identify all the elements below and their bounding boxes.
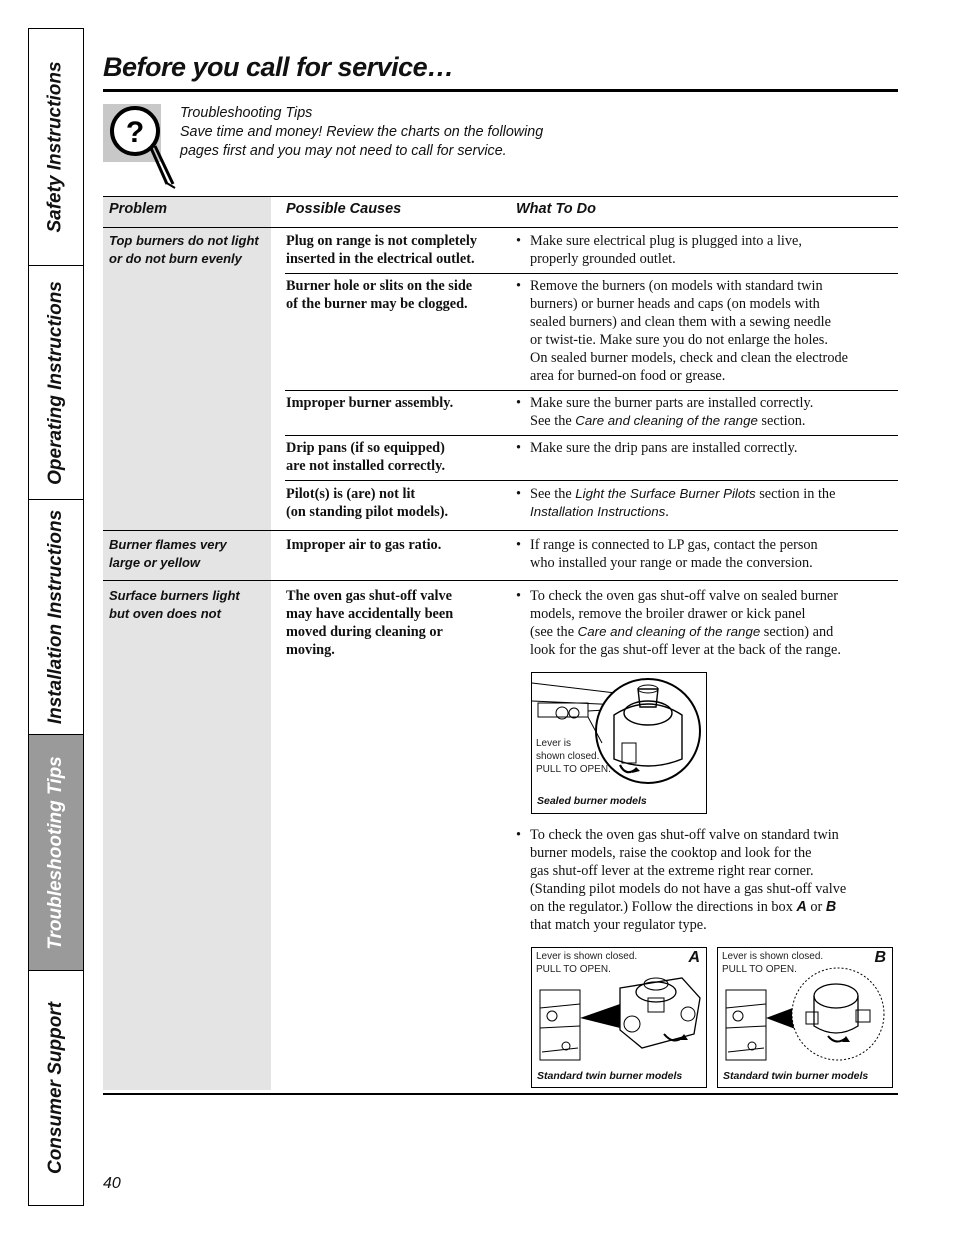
problem-line: or do not burn evenly [109,251,242,266]
tab-installation-instructions[interactable] [29,500,83,735]
cause-line: (on standing pilot models). [286,504,449,520]
figure-caption: Standard twin burner models [537,1070,683,1082]
todo-line [530,623,896,641]
todo-line: burners) or burner heads and caps (on models with [530,296,820,312]
todo-line: Make sure the burner parts are installed correctly. [530,395,814,411]
todo-text: (see the [530,624,578,640]
cause-line: Plug on range is not completely [286,233,478,249]
todo-text: section. [757,413,806,429]
header-possible-causes: Possible Causes [286,201,402,217]
section-reference: Installation Instructions [530,504,666,519]
group-rule [103,580,898,581]
tab-label: Consumer Support [45,1001,66,1175]
cause-cell [286,394,502,412]
row-rule [285,435,898,436]
tab-label: Troubleshooting Tips [45,755,66,950]
tab-operating-instructions[interactable] [29,266,83,500]
tab-label: Installation Instructions [45,509,66,725]
note-line: Lever is [536,738,572,749]
cause-cell [286,536,502,554]
todo-text: See the [530,413,576,429]
todo-text: on the regulator.) Follow the directions in box [530,899,797,915]
cause-cell [286,439,502,475]
todo-line: area for burned-on food or grease. [530,368,726,384]
box-label-a: A [688,949,700,966]
todo-cell: • If range is connected to LP gas, contact the person who installed your range or made the conversion. [516,536,896,572]
box-ref-a: A [796,899,807,915]
todo-text: . [665,504,669,520]
note-line: Lever is shown closed. [722,951,824,962]
figure-caption: Sealed burner models [537,795,647,807]
todo-cell: • Make sure electrical plug is plugged into a live, properly grounded outlet. [516,232,896,268]
cause-line: Improper air to gas ratio. [286,537,442,553]
todo-line [530,503,896,521]
cause-cell [286,587,502,659]
box-ref-b: B [825,899,837,915]
todo-line: who installed your range or made the conversion. [530,555,813,571]
tab-troubleshooting-tips[interactable] [29,735,83,971]
svg-text:?: ? [125,116,145,149]
todo-line: look for the gas shut-off lever at the back of the range. [530,642,841,658]
todo-line: On sealed burner models, check and clean the electrode [530,350,848,366]
problem-line: Burner flames very [109,537,227,552]
problem-cell [109,587,269,623]
cause-line: The oven gas shut-off valve [286,588,453,604]
section-reference: Light the Surface Burner Pilots [575,486,756,501]
todo-cell: • To check the oven gas shut-off valve on sealed burner models, remove the broiler drawer or kick panel (see the Care and cleaning of the range section) and look for the gas shut-off lever at the back of the range. [516,587,896,659]
todo-line: properly grounded outlet. [530,251,676,267]
header-rule [103,227,898,228]
group-rule [103,530,898,531]
todo-line: sealed burners) and clean them with a sewing needle [530,314,831,330]
page-title: Before you call for service… [103,52,454,82]
todo-line: Make sure the drip pans are installed correctly. [530,440,798,456]
row-rule [285,273,898,274]
side-tab-bar [28,28,84,1206]
todo-text: section in the [755,486,836,502]
todo-line [530,485,896,503]
todo-line: models, remove the broiler drawer or kick panel [530,606,806,622]
todo-line: gas shut-off lever at the extreme right rear corner. [530,863,814,879]
todo-line: or twist-tie. Make sure you do not enlarge the holes. [530,332,828,348]
note-line: PULL TO OPEN. [536,764,611,775]
section-reference: Care and cleaning of the range [577,624,761,639]
cause-line: Pilot(s) is (are) not lit [286,486,416,502]
problem-line: Surface burners light [109,588,240,603]
troubleshooting-intro [180,104,543,161]
todo-text: See the [530,486,576,502]
todo-line: If range is connected to LP gas, contact the person [530,537,818,553]
box-label-b: B [874,949,886,966]
row-rule [285,390,898,391]
todo-line [530,898,896,916]
regulator-a-figure [531,947,707,1088]
todo-line: Remove the burners (on models with standard twin [530,278,823,294]
regulator-b-figure [717,947,893,1088]
tab-label: Operating Instructions [45,280,66,485]
cause-line: Burner hole or slits on the side [286,278,473,294]
problem-line: but oven does not [109,606,221,621]
cause-line: moving. [286,642,335,658]
todo-text: or [806,899,826,915]
problem-line: large or yellow [109,555,201,570]
section-reference: Care and cleaning of the range [575,413,758,428]
tab-safety-instructions[interactable] [29,29,83,266]
note-line: shown closed. [536,751,600,762]
tab-label: Safety Instructions [45,61,67,233]
sealed-burner-figure [531,672,707,814]
todo-line: that match your regulator type. [530,917,707,933]
todo-line: Make sure electrical plug is plugged into a live, [530,233,802,249]
todo-line: (Standing pilot models do not have a gas shut-off valve [530,881,847,897]
cause-line: Improper burner assembly. [286,395,454,411]
cause-cell [286,232,502,268]
cause-line: moved during cleaning or [286,624,443,640]
cause-line: Drip pans (if so equipped) [286,440,445,456]
page-number: 40 [103,1175,121,1192]
note-line: PULL TO OPEN. [536,964,611,975]
todo-cell: • To check the oven gas shut-off valve on standard twin burner models, raise the cooktop and look for the gas shut-off lever at the extreme right rear corner. (Standing pilot models do not have a gas shut-off valve on the regulator.) Follow the directions in box A or B that match your regulator type. [516,826,896,934]
note-line: PULL TO OPEN. [722,964,797,975]
tips-line: Save time and money! Review the charts on the following [180,124,544,140]
row-rule [285,480,898,481]
tab-consumer-support[interactable] [29,971,83,1205]
header-problem: Problem [109,201,168,217]
cause-line: are not installed correctly. [286,458,446,474]
todo-line: To check the oven gas shut-off valve on standard twin [530,827,839,843]
cause-cell [286,277,502,313]
cause-line: inserted in the electrical outlet. [286,251,475,267]
todo-line [530,412,896,430]
lever-note [536,950,637,976]
todo-line: burner models, raise the cooktop and look for the [530,845,812,861]
cause-line: may have accidentally been [286,606,454,622]
problem-line: Top burners do not light [109,233,259,248]
header-what-to-do: What To Do [516,201,596,217]
todo-cell: • See the Light the Surface Burner Pilots section in the Installation Instructions. [516,485,896,521]
problem-cell [109,232,269,268]
todo-cell: • Make sure the drip pans are installed correctly. [516,439,896,457]
todo-line: To check the oven gas shut-off valve on sealed burner [530,588,838,604]
cause-cell [286,485,502,521]
title-rule [103,89,898,92]
lever-note [722,950,823,976]
problem-cell [109,536,269,572]
todo-text: section) and [760,624,834,640]
tips-line: pages first and you may not need to call for service. [180,143,507,159]
todo-cell: • Remove the burners (on models with standard twin burners) or burner heads and caps (on models with sealed burners) and clean them with a sewing needle or twist-tie. Make sure you do not enlarge the holes. On sealed burner models, check and clean the electrode area for burned-on food or grease. [516,277,896,385]
cause-line: of the burner may be clogged. [286,296,468,312]
tips-heading: Troubleshooting Tips [180,105,313,121]
question-mark-magnifier-icon [103,104,183,190]
table-bottom-rule [103,1093,898,1095]
figure-caption: Standard twin burner models [723,1070,869,1082]
lever-note [536,737,611,776]
todo-cell: • Make sure the burner parts are installed correctly. See the Care and cleaning of the range section. [516,394,896,430]
problem-column-shading [103,197,271,1090]
note-line: Lever is shown closed. [536,951,638,962]
